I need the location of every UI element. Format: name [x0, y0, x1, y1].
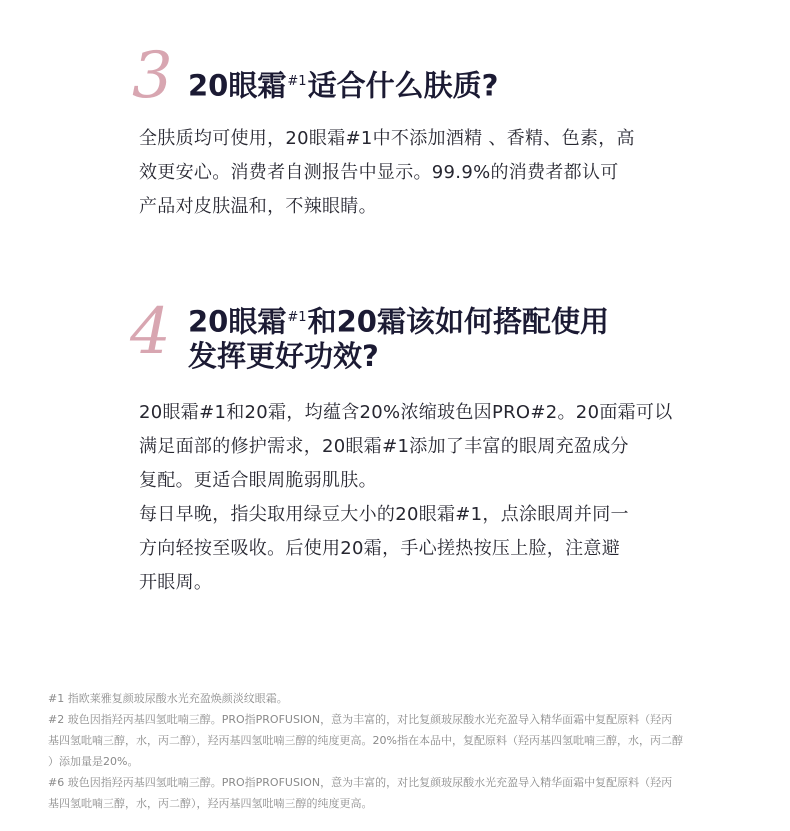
body-line: 效更安心。消费者自测报告中显示。99.9%的消费者都认可 [139, 162, 619, 183]
body-line: 全肤质均可使用，20眼霜#1中不添加酒精 、香精、色素，高 [139, 128, 635, 149]
footnote-line: #2 玻色因指羟丙基四氢吡喃三醇。PRO指PROFUSION，意为丰富的，对比复颜玻尿酸水光充盈导入精华面霜中复配原料（羟丙 [48, 713, 673, 726]
footnote-line: ）添加量是20%。 [48, 755, 139, 768]
body-line: 每日早晚，指尖取用绿豆大小的20眼霜#1，点涂眼周并同一 [139, 504, 629, 525]
body-line: 20眼霜#1和20霜，均蕴含20%浓缩玻色因PRO#2。20面霜可以 [139, 402, 673, 423]
footnote-line: 基四氢吡喃三醇，水，丙二醇），羟丙基四氢吡喃三醇的纯度更高。20%指在本品中，复配原料（羟丙基四氢吡喃三醇，水，丙二醇 [48, 734, 683, 747]
title-part-a: 20眼霜 [188, 68, 287, 103]
footnotes [48, 688, 748, 814]
section-4-title-line2: 发挥更好功效? [188, 339, 379, 373]
section-4-body [139, 396, 679, 600]
body-line: 产品对皮肤温和，不辣眼睛。 [139, 196, 377, 217]
section-3-body [139, 122, 679, 224]
body-line: 复配。更适合眼周脆弱肌肤。 [139, 470, 377, 491]
body-line: 方向轻按至吸收。后使用20霜，手心搓热按压上脸，注意避 [139, 538, 621, 559]
title-part-a: 20眼霜 [188, 304, 287, 339]
title-footnote-mark: #1 [287, 310, 307, 325]
footnote-line: #1 指欧莱雅复颜玻尿酸水光充盈焕颜淡纹眼霜。 [48, 692, 288, 705]
body-line: 开眼周。 [139, 572, 213, 593]
title-part-b: 适合什么肤质? [307, 68, 499, 103]
section-3-title [188, 62, 498, 106]
footnote-line: #6 玻色因指羟丙基四氢吡喃三醇。PRO指PROFUSION，意为丰富的，对比复颜玻尿酸水光充盈导入精华面霜中复配原料（羟丙 [48, 776, 673, 789]
section-number-3: 3 [132, 39, 173, 113]
body-line: 满足面部的修护需求，20眼霜#1添加了丰富的眼周充盈成分 [139, 436, 629, 457]
section-number-4: 4 [130, 295, 171, 369]
title-footnote-mark: #1 [287, 74, 307, 89]
title-part-b: 和20霜该如何搭配使用 [307, 304, 609, 339]
footnote-line: 基四氢吡喃三醇，水，丙二醇），羟丙基四氢吡喃三醇的纯度更高。 [48, 797, 373, 810]
